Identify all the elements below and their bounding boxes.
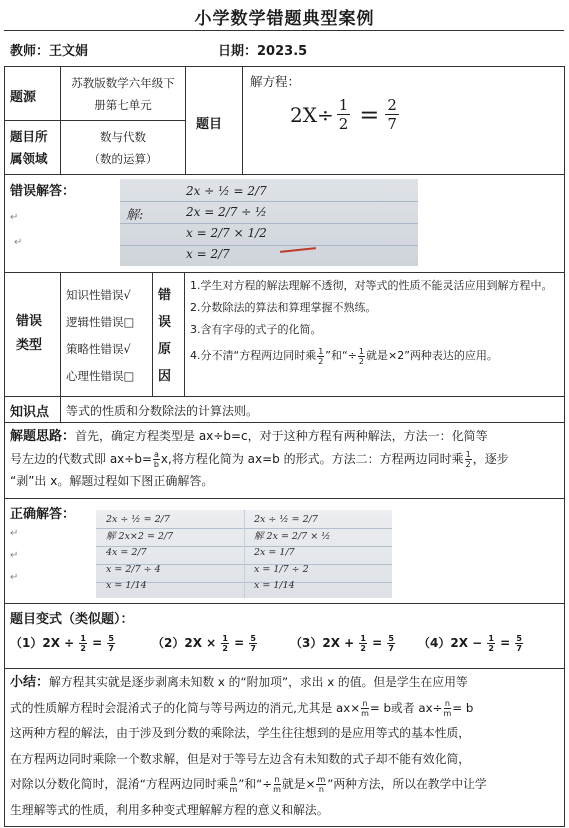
question-instruction: 解方程：	[250, 74, 301, 89]
error-type-item: 逻辑性错误□	[66, 315, 135, 329]
error-type-label-line2: 类型	[16, 338, 43, 353]
checkbox-icon: □	[123, 369, 135, 383]
summary-line-6: 生理解等式的性质，利用多种变式理解解方程的意义和解法。	[10, 802, 329, 817]
thinking-section	[10, 425, 562, 492]
summary-label: 小结：	[10, 675, 50, 690]
equation-fraction-2-den: 7	[387, 115, 397, 133]
field-value-line2: （数的运算）	[88, 152, 158, 166]
error-type-label	[16, 310, 42, 358]
correct-left-line-4: x = 2/7 ÷ 4	[106, 563, 161, 575]
error-type-item: 心理性错误□	[66, 369, 135, 383]
correct-right-line-1: 2x ÷ ½ = 2/7	[254, 514, 318, 525]
wrong-answer-label: 错误解答：	[10, 184, 76, 199]
reason-item-2: 2.分数除法的算法和算理掌握不熟练。	[190, 301, 377, 314]
check-mark-icon: √	[123, 288, 131, 302]
equation-fraction-2-num: 2	[387, 96, 397, 114]
correct-left-line-5: x = 1/14	[106, 580, 147, 591]
correct-answer-photo	[96, 510, 392, 598]
error-type-label-line1: 错误	[16, 314, 43, 329]
source-value-line2: 册第七单元	[94, 98, 152, 112]
thinking-line-2: 号左边的代数式即 ax÷b= $\frac{a}{b}$ x,将方程化简为 ax=b 的形式。方法二：方程两边同时乘 $\frac{1}{2}$ ，逐步	[10, 450, 509, 469]
wrong-answer-photo: 解: 2x ÷ ½ = 2/7 2x = 2/7 ÷ ½ x = 2/7 × 1/2 x = 2/7	[120, 179, 418, 266]
field-label-line1: 题目所	[10, 129, 48, 144]
date-label: 日期：	[218, 44, 258, 59]
wrong-photo-line-2: 2x = 2/7 ÷ ½	[186, 205, 267, 219]
error-reason-list	[190, 276, 562, 366]
summary-line-3: 这两种方程的解法，由于涉及到分数的乘除法，学生往往想到的是应用等式的基本性质，	[10, 726, 471, 740]
wrong-photo-line-1: 2x ÷ ½ = 2/7	[186, 184, 267, 198]
correct-right-line-5: x = 1/14	[254, 580, 295, 591]
question-equation	[290, 96, 399, 133]
source-value	[64, 72, 182, 116]
correct-answer-label: 正确解答：	[10, 507, 76, 522]
field-label-line2: 属领域	[10, 151, 48, 166]
date-value: 2023.5	[257, 44, 308, 59]
teacher-label: 教师：	[10, 44, 50, 59]
error-reason-label: 错 误 原 因	[158, 288, 172, 384]
variant-item-3: （3）2X + $\frac{1}{2}$ = $\frac{5}{7}$	[290, 634, 394, 653]
equation-fraction-2	[385, 96, 399, 133]
correct-right-line-3: 2x = 1/7	[254, 547, 295, 558]
summary-section	[10, 670, 562, 823]
summary-line-1: 解方程其实就是逐步剥离未知数 x 的“附加项”，求出 x 的值。但是学生在应用等	[49, 675, 468, 689]
summary-line-2: 式的性质解方程时会混淆式子的化简与等号两边的消元,尤其是 ax× $\frac{n}{m}$ = b或者 ax÷ $\frac{n}{m}$ = b	[10, 698, 474, 718]
variant-item-4: （4）2X − $\frac{1}{2}$ = $\frac{5}{7}$	[418, 634, 522, 653]
teacher-name: 王文娟	[49, 44, 89, 59]
variant-list	[10, 634, 562, 653]
reason-item-1: 1.学生对方程的解法理解不透彻，对等式的性质不能灵活应用到解方程中。	[190, 279, 553, 292]
correct-left-line-1: 2x ÷ ½ = 2/7	[106, 514, 170, 525]
question-label: 题目	[196, 117, 223, 132]
field-value-line1: 数与代数	[100, 130, 146, 144]
source-label: 题源	[10, 90, 37, 105]
correct-right-line-2: 解 2x = 2/7 × ½	[254, 530, 331, 542]
date-info	[218, 40, 307, 59]
error-type-item: 策略性错误√	[66, 342, 131, 356]
equation-fraction-1-den: 2	[338, 115, 349, 133]
summary-line-5: 对除以分数化简时，混淆“方程两边同时乘 $\frac{n}{m}$ ”和“÷ $\frac{n}{m}$ 就是× $\frac{m}{n}$ ”两种方法，所以在教学中让学	[10, 775, 487, 794]
thinking-label: 解题思路：	[10, 429, 76, 444]
source-value-line1: 苏教版数学六年级下	[71, 76, 175, 90]
knowledge-value: 等式的性质和分数除法的计算法则。	[66, 404, 259, 418]
wrong-photo-line-4: x = 2/7	[186, 247, 230, 261]
correct-right-line-4: x = 1/7 ÷ 2	[254, 563, 309, 575]
thinking-line-3: “剥”出 x。解题过程如下图正确解答。	[10, 474, 214, 488]
teacher-info	[10, 40, 88, 59]
check-mark-icon: √	[123, 342, 131, 356]
summary-line-4: 在方程两边同时乘除一个数求解，但是对于等号左边含有未知数的式子却不能有效化简，	[10, 751, 471, 766]
equation-fraction-1	[337, 96, 351, 133]
thinking-line-1: 首先，确定方程类型是 ax÷b=c，对于这种方程有两种解法，方法一：化简等	[75, 429, 488, 443]
correct-left-line-2: 解 2x×2 = 2/7	[106, 530, 174, 542]
knowledge-label: 知识点	[10, 405, 50, 420]
checkbox-icon: □	[123, 315, 135, 329]
field-value	[64, 126, 182, 170]
wrong-photo-line-3: x = 2/7 × 1/2	[186, 226, 267, 240]
reason-item-3: 3.含有字母的式子的化简。	[190, 323, 322, 336]
correct-left-line-3: 4x = 2/7	[106, 547, 147, 558]
equation-fraction-1-num: 1	[338, 96, 349, 114]
variant-label: 题目变式（类似题）：	[10, 612, 134, 627]
reason-item-4: 4.分不清“方程两边同时乘 $\frac{1}{2}$ ”和“÷ $\frac{1}{2}$ 就是×2”两种表达的应用。	[190, 346, 498, 366]
equation-prefix: 2X÷	[290, 102, 334, 127]
field-label	[10, 126, 48, 170]
page-title: 小学数学错题典型案例	[194, 9, 375, 29]
variant-item-1: （1）2X ÷ $\frac{1}{2}$ = $\frac{5}{7}$	[10, 634, 114, 653]
variant-item-2: （2）2X × $\frac{1}{2}$ = $\frac{5}{7}$	[152, 634, 256, 653]
error-type-item: 知识性错误√	[66, 288, 131, 302]
error-type-list	[66, 282, 134, 390]
equation-equals: =	[359, 100, 380, 129]
